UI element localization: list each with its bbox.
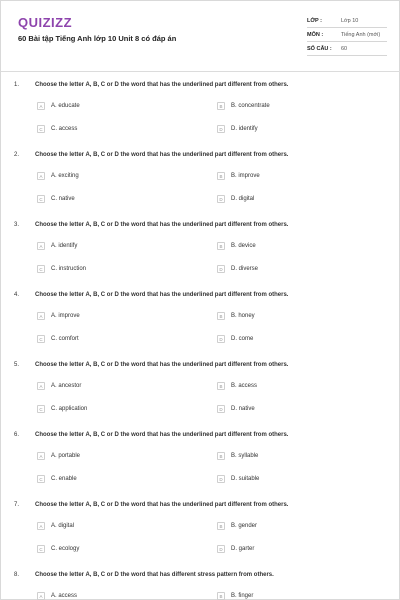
answer-option[interactable] [217, 193, 254, 205]
option-letter-box: B [217, 172, 225, 180]
option-letter-box: A [37, 452, 45, 460]
option-label: D. suitable [231, 476, 260, 482]
question-number: 6. [14, 432, 20, 438]
meta-value: Lớp 10 [341, 17, 359, 24]
answer-option[interactable] [37, 123, 77, 135]
option-label: D. garter [231, 546, 255, 552]
option-label: A. ancestor [51, 383, 82, 389]
option-letter-box: B [217, 382, 225, 390]
option-label: A. exciting [51, 173, 79, 179]
page-title: 60 Bài tập Tiếng Anh lớp 10 Unit 8 có đáp án [18, 34, 177, 43]
option-letter-box: C [37, 195, 45, 203]
answer-option[interactable] [217, 520, 257, 532]
question-item [1, 152, 400, 222]
question-number: 8. [14, 572, 20, 578]
question-text: Choose the letter A, B, C or D the word that has the underlined part different from others. [35, 292, 289, 298]
option-letter-box: A [37, 102, 45, 110]
option-letter-box: C [37, 265, 45, 273]
meta-row-subject [307, 28, 387, 42]
option-label: C. native [51, 196, 75, 202]
option-letter-box: B [217, 452, 225, 460]
question-number: 7. [14, 502, 20, 508]
question-text: Choose the letter A, B, C or D the word that has the underlined part different from others. [35, 362, 289, 368]
answer-option[interactable] [37, 380, 81, 392]
meta-key: SỐ CÂU : [307, 45, 332, 52]
option-label: D. native [231, 406, 255, 412]
answer-option[interactable] [37, 543, 79, 555]
answer-option[interactable] [217, 380, 257, 392]
option-letter-box: A [37, 522, 45, 530]
answer-option[interactable] [217, 403, 255, 415]
option-letter-box: D [217, 545, 225, 553]
option-letter-box: B [217, 242, 225, 250]
question-item [1, 292, 400, 362]
option-label: B. improve [231, 173, 260, 179]
option-letter-box: C [37, 405, 45, 413]
option-letter-box: D [217, 335, 225, 343]
option-label: B. honey [231, 313, 255, 319]
option-label: A. improve [51, 313, 80, 319]
answer-option[interactable] [37, 193, 75, 205]
option-letter-box: A [37, 172, 45, 180]
question-item [1, 362, 400, 432]
answer-option[interactable] [37, 590, 77, 600]
answer-option[interactable] [37, 403, 87, 415]
option-label: C. enable [51, 476, 77, 482]
question-item [1, 432, 400, 502]
question-text: Choose the letter A, B, C or D the word that has different stress pattern from others. [35, 572, 274, 578]
question-item [1, 572, 400, 600]
question-text: Choose the letter A, B, C or D the word that has the underlined part different from others. [35, 502, 289, 508]
option-label: C. access [51, 126, 78, 132]
answer-option[interactable] [37, 520, 74, 532]
option-letter-box: D [217, 265, 225, 273]
option-label: D. diverse [231, 266, 259, 272]
worksheet-meta [307, 14, 387, 56]
option-letter-box: C [37, 335, 45, 343]
option-label: A. educate [51, 103, 80, 109]
answer-option[interactable] [217, 590, 253, 600]
option-letter-box: D [217, 475, 225, 483]
answer-option[interactable] [37, 450, 80, 462]
option-letter-box: A [37, 382, 45, 390]
option-label: C. application [51, 406, 88, 412]
option-letter-box: B [217, 592, 225, 600]
answer-option[interactable] [37, 170, 79, 182]
meta-key: MÔN : [307, 31, 324, 38]
question-text: Choose the letter A, B, C or D the word that has the underlined part different from others. [35, 432, 289, 438]
option-label: B. syllable [231, 453, 259, 459]
answer-option[interactable] [217, 240, 256, 252]
answer-option[interactable] [217, 123, 258, 135]
option-letter-box: D [217, 125, 225, 133]
answer-option[interactable] [217, 100, 270, 112]
answer-option[interactable] [217, 170, 260, 182]
answer-option[interactable] [217, 263, 258, 275]
option-letter-box: C [37, 125, 45, 133]
answer-option[interactable] [217, 543, 254, 555]
question-number: 1. [14, 82, 20, 88]
answer-option[interactable] [37, 240, 77, 252]
option-label: B. device [231, 243, 256, 249]
quizizz-logo: QUIZIZZ [18, 15, 73, 30]
question-text: Choose the letter A, B, C or D the word that has the underlined part different from others. [35, 222, 289, 228]
option-label: A. portable [51, 453, 81, 459]
option-label: A. digital [51, 523, 75, 529]
answer-option[interactable] [217, 310, 255, 322]
option-letter-box: D [217, 405, 225, 413]
option-label: B. concentrate [231, 103, 270, 109]
question-text: Choose the letter A, B, C or D the word that has the underlined part different from others. [35, 82, 289, 88]
option-label: A. identify [51, 243, 78, 249]
option-label: C. comfort [51, 336, 79, 342]
option-letter-box: C [37, 475, 45, 483]
answer-option[interactable] [217, 450, 258, 462]
option-label: B. gender [231, 523, 258, 529]
option-letter-box: B [217, 522, 225, 530]
option-label: B. access [231, 383, 258, 389]
answer-option[interactable] [217, 333, 253, 345]
question-item [1, 82, 400, 152]
answer-option[interactable] [37, 473, 77, 485]
meta-key: LỚP : [307, 17, 322, 24]
option-label: A. access [51, 593, 78, 599]
option-letter-box: A [37, 242, 45, 250]
question-number: 5. [14, 362, 20, 368]
answer-option[interactable] [37, 263, 86, 275]
meta-value: 60 [341, 45, 348, 52]
question-item [1, 502, 400, 572]
header-divider [1, 71, 400, 72]
question-number: 3. [14, 222, 20, 228]
answer-option[interactable] [37, 310, 80, 322]
question-text: Choose the letter A, B, C or D the word that has the underlined part different from others. [35, 152, 289, 158]
answer-option[interactable] [37, 333, 79, 345]
meta-row-count [307, 42, 387, 56]
option-letter-box: C [37, 545, 45, 553]
option-letter-box: B [217, 312, 225, 320]
answer-option[interactable] [37, 100, 80, 112]
question-number: 4. [14, 292, 20, 298]
meta-row-class [307, 14, 387, 28]
option-letter-box: D [217, 195, 225, 203]
option-label: C. ecology [51, 546, 80, 552]
option-label: D. come [231, 336, 254, 342]
answer-option[interactable] [217, 473, 259, 485]
option-label: C. instruction [51, 266, 87, 272]
option-label: D. identify [231, 126, 258, 132]
option-label: B. finger [231, 593, 254, 599]
meta-value: Tiếng Anh (mới) [341, 31, 381, 38]
question-item [1, 222, 400, 292]
option-letter-box: A [37, 592, 45, 600]
option-letter-box: A [37, 312, 45, 320]
question-number: 2. [14, 152, 20, 158]
option-label: D. digital [231, 196, 255, 202]
option-letter-box: B [217, 102, 225, 110]
